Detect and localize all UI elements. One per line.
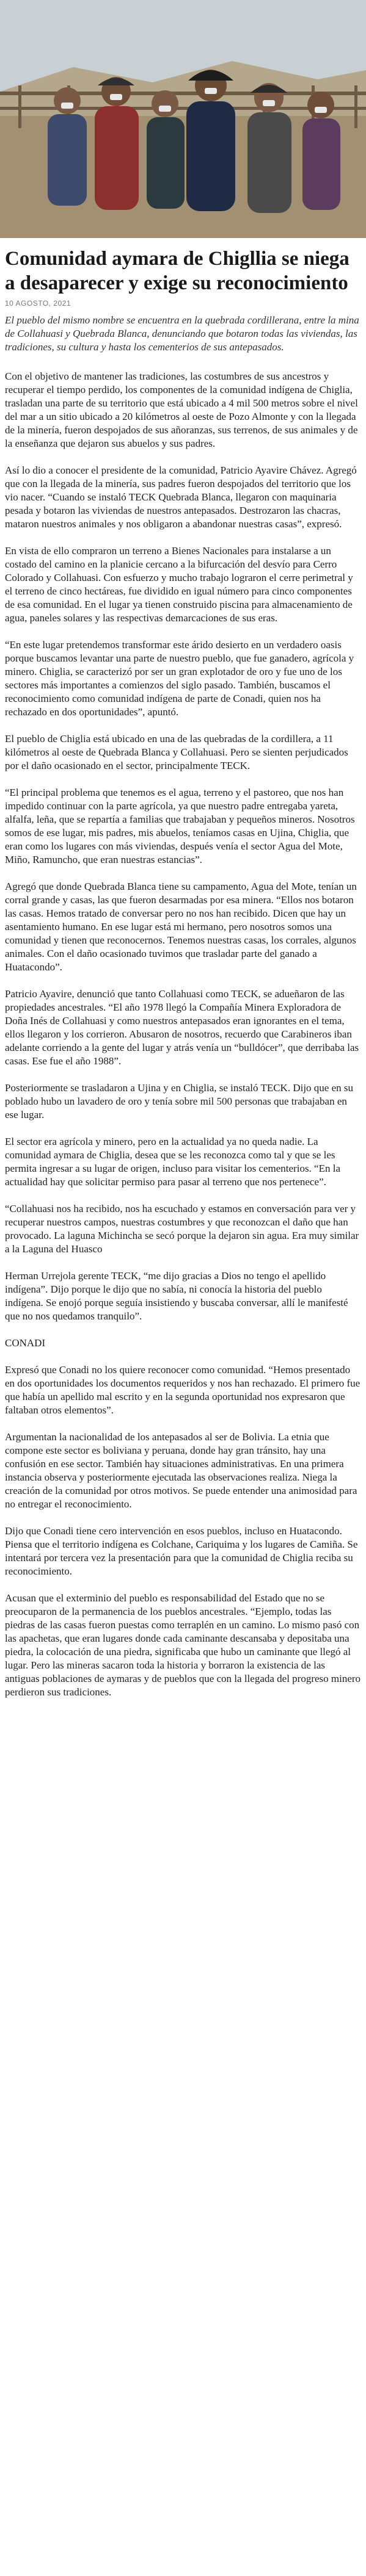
- article-paragraph: El pueblo de Chiglia está ubicado en una de las quebradas de la cordillera, a 11 kilómetros al oeste de Quebrada Blanca y Collahuasi. Pero se sienten perjudicados por el daño ocasionado en el sector, principalmente TECK.: [5, 733, 348, 771]
- article-date: 10 AGOSTO, 2021: [5, 299, 71, 308]
- article-paragraph: Argumentan la nacionalidad de los antepasados al ser de Bolivia. La etnia que compone este sector es boliviana y peruana, donde hay gran tránsito, hay una confusión en ese sector. También hay situaciones administrativas. En una primera instancia observa y posteriormente ejecutada las observaciones realiza. Niega la creación de la comunidad por otros motivos. Se puede entender una animosidad para no entregar el reconocimiento.: [5, 1431, 357, 1510]
- article-content: [0, 247, 366, 1731]
- article-paragraph: Patricio Ayavire, denunció que tanto Collahuasi como TECK, se adueñaron de las propiedades ancestrales. “El año 1978 llegó la Compañía Minera Exploradora de Doña Inés de Collahuasi y como nuestros antepasados eran ignorantes en el tema, ellos llegaron y los corrieron. Abusaron de nosotros, recuerdo que Carabineros iban adelante corriendo a la gente del lugar y atrás venía un “bulldócer”, que derribaba las casas. Ese fue el año 1988”.: [5, 988, 359, 1067]
- article-paragraph: En vista de ello compraron un terreno a Bienes Nacionales para instalarse a un costado del camino en la planicie cercano a la bifurcación del desvío para Cerro Colorado y Collahuasi. Con esfuerzo y mucho trabajo lograron el cerre perimetral y el terreno de cinco hectáreas, fue dividido en igual número para cinco componentes de esa comunidad. En el lugar ya tienen construido piscina para almacenamiento de agua, paneles solares y las respectivas demarcaciones de sus eras.: [5, 545, 353, 624]
- article-paragraph: Agregó que donde Quebrada Blanca tiene su campamento, Agua del Mote, tenían un corral grande y casas, las que fueron desarmadas por esa minera. “Ellos nos botaron las casas. Hemos tratado de conversar pero no nos han recibido. Dicen que hay un asentamiento humano. En ese lugar está mi hermano, pero nosotros somos una comunidad y tienen que reconocernos. Tenemos nuestras casas, los corrales, algunos animales. Con el daño ocasionado tuvimos que trasladar parte del ganado a Huatacondo”.: [5, 881, 357, 973]
- article-paragraph: Herman Urrejola gerente TECK, “me dijo gracias a Dios no tengo el apellido indígena”. Dijo porque le dijo que no sabía, ni conocía la historia del pueblo indígena. Se enojó porque seguía insistiendo y buscaba conversar, allí le manifesté que no nos quedamos tranquilo”.: [5, 1270, 348, 1322]
- article-paragraph: Posteriormente se trasladaron a Ujina y en Chiglia, se instaló TECK. Dijo que en su poblado hubo un lavadero de oro y tenía sobre mil 500 personas que trabajaban en ese lugar.: [5, 1082, 354, 1120]
- article-photo: [0, 0, 366, 238]
- community-members-photo: [0, 0, 366, 238]
- section-heading: CONADI: [5, 1337, 46, 1349]
- article-paragraph: Expresó que Conadi no los quiere reconocer como comunidad. “Hemos presentado en dos oportunidades los documentos requeridos y nos han rechazado. El primero fue que había un apellido mal escrito y en la segunda oportunidad nos expresaron que faltaban otros elementos”.: [5, 1364, 361, 1416]
- article-paragraph: Acusan que el exterminio del pueblo es responsabilidad del Estado que no se preocuparon de la permanencia de los pueblos ancestrales. “Ejemplo, todas las piedras de las casas fueron puestas como terraplén en un camino. Lo mismo pasó con las apachetas, que eran lugares donde cada caminante descansaba y depositaba una piedra, la colocación de una piedra, significaba que hubo un caminante que llegó al lugar. Pero las mineras sacaron toda la historia y borraron la existencia de las antiguas poblaciones de aymaras y de pueblos que con la llegada del progreso minero perdieron sus tradiciones.: [5, 1592, 361, 1698]
- article-paragraph: “El principal problema que tenemos es el agua, terreno y el pastoreo, que nos han impedido continuar con la parte agrícola, ya que nuestro padre entregaba yareta, alfalfa, leña, que se repartía a familias que trabajaban y pequeños mineros. Nosotros somos de ese lugar, mis padres, mis abuelos, teníamos casas en Ujina, Chiglia, que eran como los lugares con más viviendas, después venía el sector Agua del Mote, Miño, Ramuncho, que eran nuestras estancias”.: [5, 787, 355, 865]
- article-lead: El pueblo del mismo nombre se encuentra en la quebrada cordillerana, entre la mina de Collahuasi y Quebrada Blanca, denunciando que botaron todas las viviendas, las tradiciones, su cultura y hasta los cementerios de sus antepasados.: [5, 314, 359, 353]
- article-paragraph: “Collahuasi nos ha recibido, nos ha escuchado y estamos en conversación para ver y recuperar nuestros campos, nuestras costumbres y que reconozcan el daño que han provocado. La laguna Michincha se secó porque la dejaron sin agua. Era muy similar a la Laguna del Huasco: [5, 1203, 359, 1255]
- article-paragraph: El sector era agrícola y minero, pero en la actualidad ya no queda nadie. La comunidad aymara de Chiglia, desea que se les reconozca como tal y que se les permita ingresar a su lugar de origen, incluso para visitar los cementerios. “En la actualidad hay que solicitar permiso para pasar al terreno que nos pertenece”.: [5, 1136, 341, 1188]
- article-paragraph: “En este lugar pretendemos transformar este árido desierto en un verdadero oasis porque buscamos levantar una parte de nuestro pueblo, que fue ganadero, agrícola y minero. Chiglia, se caracterizó por ser un gran explotador de oro y fue uno de los sectores más importantes a comienzos del siglo pasado. También, buscamos el reconocimiento como comunidad indígena de parte de Conadi, quien nos ha rechazado en dos oportunidades”, apuntó.: [5, 639, 354, 718]
- article-paragraph: Dijo que Conadi tiene cero intervención en esos pueblos, incluso en Huatacondo. Piensa que el territorio indígena es Colchane, Cariquima y los lugares de Camiña. Se intentará por tercera vez la presentación para que la comunidad de Chiglia reciba su reconocimiento.: [5, 1525, 358, 1577]
- article-paragraph: Así lo dio a conocer el presidente de la comunidad, Patricio Ayavire Chávez. Agregó que con la llegada de la minería, sus padres fueron despojados del territorio que los vio nacer. “Cuando se instaló TECK Quebrada Blanca, llegaron con maquinaria pesada y botaron las viviendas de nuestros antepasados. Destrozaron las chacras, mataron nuestros animales y nos obligaron a abandonar nuestras casas”, expresó.: [5, 464, 357, 530]
- article-title: Comunidad aymara de Chigllia se niega a desaparecer y exige su reconocimiento: [5, 248, 350, 294]
- article-paragraph: Con el objetivo de mantener las tradiciones, las costumbres de sus ancestros y recuperar el tiempo perdido, los componentes de la comunidad indígena de Chiglia, trasladan una parte de su territorio que está ubicado a 4 mil 500 metros sobre el nivel del mar a un sitio ubicado a 20 kilómetros al oeste de Pozo Almonte y con la llegada de la minería, fueron despojados de sus añoranzas, sus terrenos, de sus animales y de la enseñanza que dejaron sus abuelos y sus padres.: [5, 370, 358, 449]
